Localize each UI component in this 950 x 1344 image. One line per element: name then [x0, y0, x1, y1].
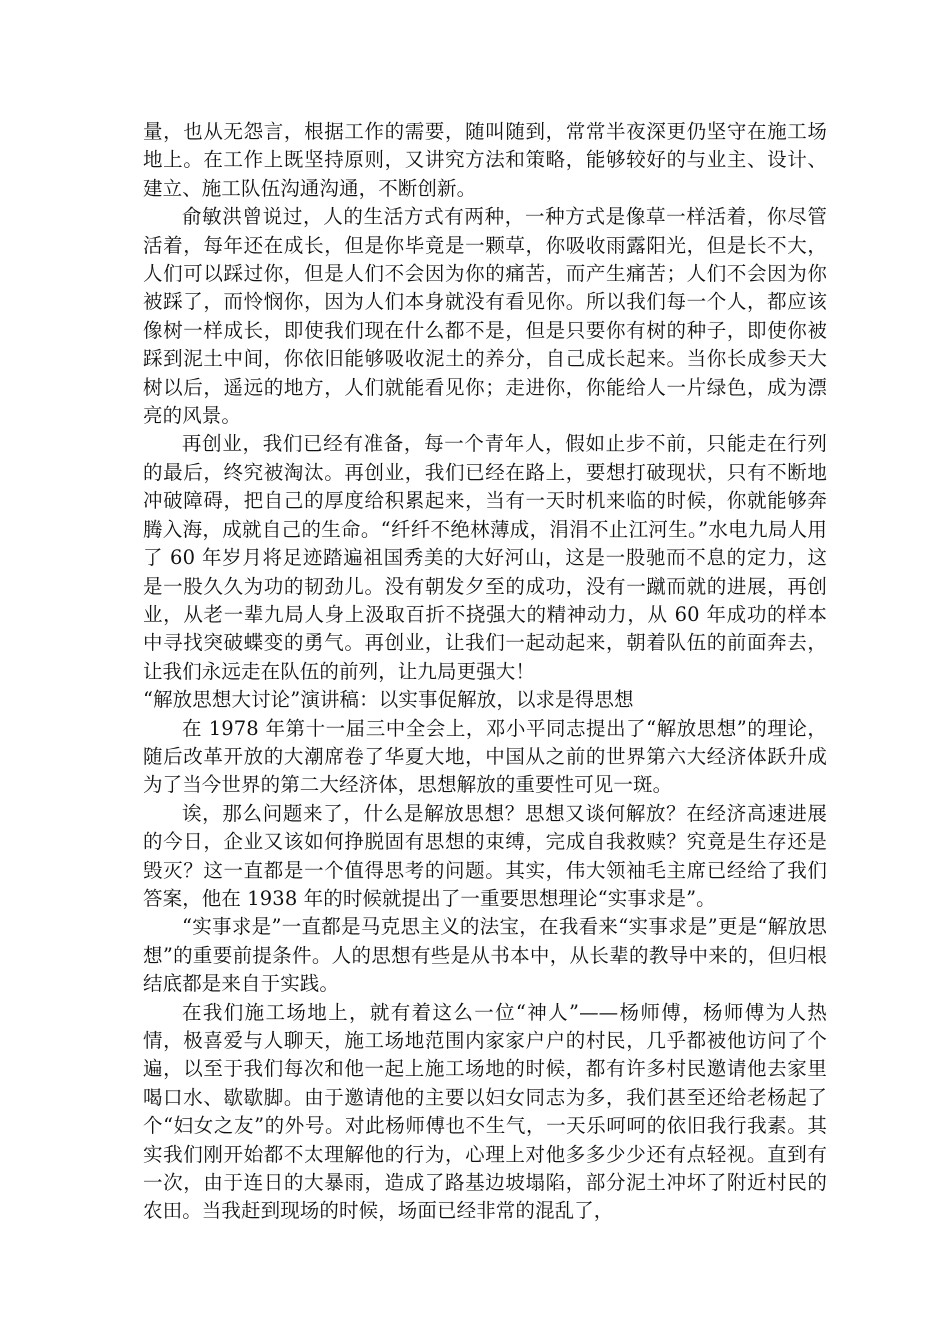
speech-title: “解放思想大讨论”演讲稿：以实事促解放，以求是得思想	[143, 688, 634, 712]
paragraph-what-is-liberation: 诶，那么问题来了，什么是解放思想？思想又谈何解放？在经济高速进展的今日，企业又该如何挣脱固有思想的束缚，完成自我救赎？究竟是生存还是毁灭？这一直都是一个值得思考的问题。其实，伟大领袖毛主席已经给了我们答案，他在 1938 年的时候就提出了一重要思想理论“实事求是”。	[143, 801, 827, 910]
paragraph-growth-like-tree: 俞敏洪曾说过，人的生活方式有两种，一种方式是像草一样活着，你尽管活着，每年还在成长，但是你毕竟是一颗草，你吸收雨露阳光，但是长不大，人们可以踩过你，但是人们不会因为你的痛苦，而产生痛苦；人们不会因为你被踩了，而怜悯你，因为人们本身就没有看见你。所以我们每一个人，都应该像树一样成长，即使我们现在什么都不是，但是只要你有树的种子，即使你被踩到泥土中间，你依旧能够吸收泥土的养分，自己成长起来。当你长成参天大树以后，遥远的地方，人们就能看见你；走进你，你能给人一片绿色，成为漂亮的风景。	[143, 205, 827, 428]
paragraph-master-yang: 在我们施工场地上，就有着这么一位“神人”——杨师傅，杨师傅为人热情，极喜爱与人聊天，施工场地范围内家家户户的村民，几乎都被他访问了个遍，以至于我们每次和他一起上施工场地的时候，都有许多村民邀请他去家里喝口水、歇歇脚。由于邀请他的主要以妇女同志为多，我们甚至还给老杨起了个“妇女之友”的外号。对此杨师傅也不生气，一天乐呵呵的依旧我行我素。其实我们刚开始都不太理解他的行为，心理上对他多多少少还有点轻视。直到有一次，由于连日的大暴雨，造成了路基边坡塌陷，部分泥土冲坏了附近村民的农田。当我赶到现场的时候，场面已经非常的混乱了，	[143, 1000, 827, 1223]
paragraph-continued: 量，也从无怨言，根据工作的需要，随叫随到，常常半夜深更仍坚守在施工场地上。在工作上既坚持原则，又讲究方法和策略，能够较好的与业主、设计、建立、施工队伍沟通沟通，不断创新。	[143, 120, 827, 200]
paragraph-re-entrepreneurship: 再创业，我们已经有准备，每一个青年人，假如止步不前，只能走在行列的最后，终究被淘汰。再创业，我们已经在路上，要想打破现状，只有不断地冲破障碍，把自己的厚度给积累起来，当有一天时机来临的时候，你就能够奔腾入海，成就自己的生命。“纤纤不绝林薄成，涓涓不止江河生。”水电九局人用了 60 年岁月将足迹踏遍祖国秀美的大好河山，这是一股驰而不息的定力，这是一股久久为功的韧劲儿。没有朝发夕至的成功，没有一蹴而就的进展，再创业，从老一辈九局人身上汲取百折不挠强大的精神动力，从 60 年成功的样本中寻找突破蝶变的勇气。再创业，让我们一起动起来，朝着队伍的前面奔去，让我们永远走在队伍的前列，让九局更强大！	[143, 432, 827, 683]
paragraph-seek-truth: “实事求是”一直都是马克思主义的法宝，在我看来“实事求是”更是“解放思想”的重要前提条件。人的思想有些是从书本中，从长辈的教导中来的，但归根结底都是来自于实践。	[143, 915, 827, 996]
paragraph-1978-plenum: 在 1978 年第十一届三中全会上，邓小平同志提出了“解放思想”的理论，随后改革开放的大潮席卷了华夏大地，中国从之前的世界第六大经济体跃升成为了当今世界的第二大经济体，思想解放的重要性可见一斑。	[143, 716, 827, 797]
document-body	[143, 118, 827, 1226]
